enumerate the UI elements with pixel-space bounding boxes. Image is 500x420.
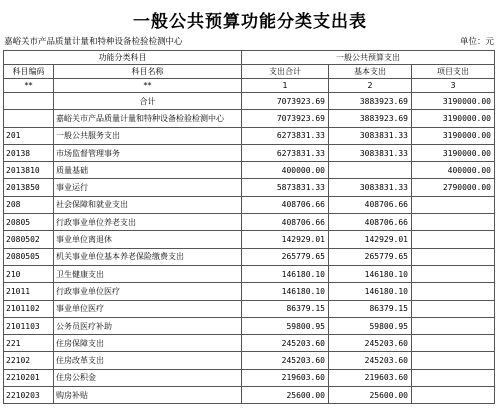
- header-total: 支出合计: [242, 65, 329, 79]
- row-name: 住房保障支出: [54, 335, 242, 352]
- table-row: [4, 300, 495, 317]
- row-code: 2013810: [4, 162, 54, 179]
- row-basic: 59800.95: [329, 317, 412, 334]
- row-basic: 219603.60: [329, 369, 412, 386]
- row-total: 86379.15: [242, 300, 329, 317]
- row-name: 质量基础: [54, 162, 242, 179]
- subtitle-row: [4, 35, 494, 47]
- table-row: [4, 196, 495, 213]
- row-project: 2790000.00: [412, 179, 495, 196]
- row-project: [412, 335, 495, 352]
- row-name: 机关事业单位基本养老保险缴费支出: [54, 248, 242, 265]
- table-row: [4, 387, 495, 404]
- row-basic: 3083831.33: [329, 179, 412, 196]
- row-total: 59800.95: [242, 317, 329, 334]
- row-name: 行政事业单位医疗: [54, 283, 242, 300]
- index-project: 3: [412, 79, 495, 93]
- row-total: 245203.60: [242, 335, 329, 352]
- table-row: [4, 162, 495, 179]
- header-group-row: [4, 51, 495, 65]
- row-total: 6273831.33: [242, 144, 329, 161]
- row-project: [412, 352, 495, 369]
- row-code: 21011: [4, 283, 54, 300]
- row-basic: 3883923.69: [329, 110, 412, 127]
- row-total: 400000.00: [242, 162, 329, 179]
- row-name: 事业运行: [54, 179, 242, 196]
- row-code: 2210201: [4, 369, 54, 386]
- table-row: [4, 144, 495, 161]
- header-group-right: 一般公共预算支出: [242, 51, 495, 65]
- row-basic: 25600.00: [329, 387, 412, 404]
- row-project: 3190000.00: [412, 110, 495, 127]
- row-total: 408706.66: [242, 196, 329, 213]
- row-basic: 86379.15: [329, 300, 412, 317]
- row-code: 2210203: [4, 387, 54, 404]
- expenditure-table: [3, 50, 495, 404]
- row-name: 事业单位医疗: [54, 300, 242, 317]
- index-basic: 2: [329, 79, 412, 93]
- row-total: 142929.01: [242, 231, 329, 248]
- row-basic: 408706.66: [329, 214, 412, 231]
- row-basic: [329, 162, 412, 179]
- table-row: [4, 317, 495, 334]
- row-project: [412, 300, 495, 317]
- row-project: [412, 369, 495, 386]
- row-total: 7073923.69: [242, 93, 329, 110]
- row-name: 嘉峪关市产品质量计量和特种设备检验检测中心: [54, 110, 242, 127]
- row-project: [412, 231, 495, 248]
- row-project: [412, 317, 495, 334]
- row-total: 5873831.33: [242, 179, 329, 196]
- row-total: 6273831.33: [242, 127, 329, 144]
- row-basic: 245203.60: [329, 335, 412, 352]
- row-project: [412, 196, 495, 213]
- table-row: [4, 265, 495, 282]
- row-project: 3190000.00: [412, 93, 495, 110]
- table-row: [4, 352, 495, 369]
- row-name: 市场监督管理事务: [54, 144, 242, 161]
- row-code: 20805: [4, 214, 54, 231]
- index-code: **: [4, 79, 54, 93]
- row-project: [412, 283, 495, 300]
- row-total: 408706.66: [242, 214, 329, 231]
- table-row: [4, 369, 495, 386]
- row-total: 146180.10: [242, 283, 329, 300]
- row-name: 住房公积金: [54, 369, 242, 386]
- row-name: 社会保障和就业支出: [54, 196, 242, 213]
- row-total: 245203.60: [242, 352, 329, 369]
- row-name: 行政事业单位养老支出: [54, 214, 242, 231]
- row-code: 221: [4, 335, 54, 352]
- row-code: 2080505: [4, 248, 54, 265]
- row-basic: 3883923.69: [329, 93, 412, 110]
- row-code: 208: [4, 196, 54, 213]
- row-name: 住房改革支出: [54, 352, 242, 369]
- row-code: 2013850: [4, 179, 54, 196]
- page-title: 一般公共预算功能分类支出表: [133, 12, 367, 32]
- index-row: [4, 79, 495, 93]
- table-row: [4, 231, 495, 248]
- row-basic: 245203.60: [329, 352, 412, 369]
- index-name: **: [54, 79, 242, 93]
- header-group-left: 功能分类科目: [4, 51, 242, 65]
- index-total: 1: [242, 79, 329, 93]
- row-project: [412, 265, 495, 282]
- row-project: 400000.00: [412, 162, 495, 179]
- row-code: 20138: [4, 144, 54, 161]
- row-total: 7073923.69: [242, 110, 329, 127]
- row-name: 事业单位离退休: [54, 231, 242, 248]
- table-row: [4, 93, 495, 110]
- row-project: [412, 248, 495, 265]
- row-code: 2101102: [4, 300, 54, 317]
- row-basic: 3083831.33: [329, 144, 412, 161]
- row-basic: 146180.10: [329, 283, 412, 300]
- row-code: [4, 93, 54, 110]
- table-row: [4, 127, 495, 144]
- row-project: [412, 387, 495, 404]
- table-row: [4, 110, 495, 127]
- row-project: [412, 214, 495, 231]
- row-basic: 408706.66: [329, 196, 412, 213]
- table-row: [4, 179, 495, 196]
- row-total: 25600.00: [242, 387, 329, 404]
- header-row: [4, 65, 495, 79]
- row-name: 公务员医疗补助: [54, 317, 242, 334]
- header-basic: 基本支出: [329, 65, 412, 79]
- row-name: 一般公共服务支出: [54, 127, 242, 144]
- row-project: 3190000.00: [412, 127, 495, 144]
- row-code: 2101103: [4, 317, 54, 334]
- row-name: 购房补贴: [54, 387, 242, 404]
- table-row: [4, 335, 495, 352]
- row-total: 219603.60: [242, 369, 329, 386]
- row-total: 146180.10: [242, 265, 329, 282]
- header-code: 科目编码: [4, 65, 54, 79]
- org-name: 嘉峪关市产品质量计量和特种设备检验检测中心: [4, 37, 183, 47]
- row-code: 22102: [4, 352, 54, 369]
- row-total: 265779.65: [242, 248, 329, 265]
- row-code: [4, 110, 54, 127]
- table-row: [4, 283, 495, 300]
- row-code: 201: [4, 127, 54, 144]
- table-row: [4, 248, 495, 265]
- header-project: 项目支出: [412, 65, 495, 79]
- row-name: 合计: [54, 93, 242, 110]
- row-basic: 265779.65: [329, 248, 412, 265]
- table-row: [4, 214, 495, 231]
- row-basic: 3083831.33: [329, 127, 412, 144]
- header-name: 科目名称: [54, 65, 242, 79]
- row-code: 210: [4, 265, 54, 282]
- unit-label: 单位：元: [459, 37, 494, 47]
- row-project: 3190000.00: [412, 144, 495, 161]
- row-basic: 142929.01: [329, 231, 412, 248]
- row-name: 卫生健康支出: [54, 265, 242, 282]
- row-basic: 146180.10: [329, 265, 412, 282]
- row-code: 2080502: [4, 231, 54, 248]
